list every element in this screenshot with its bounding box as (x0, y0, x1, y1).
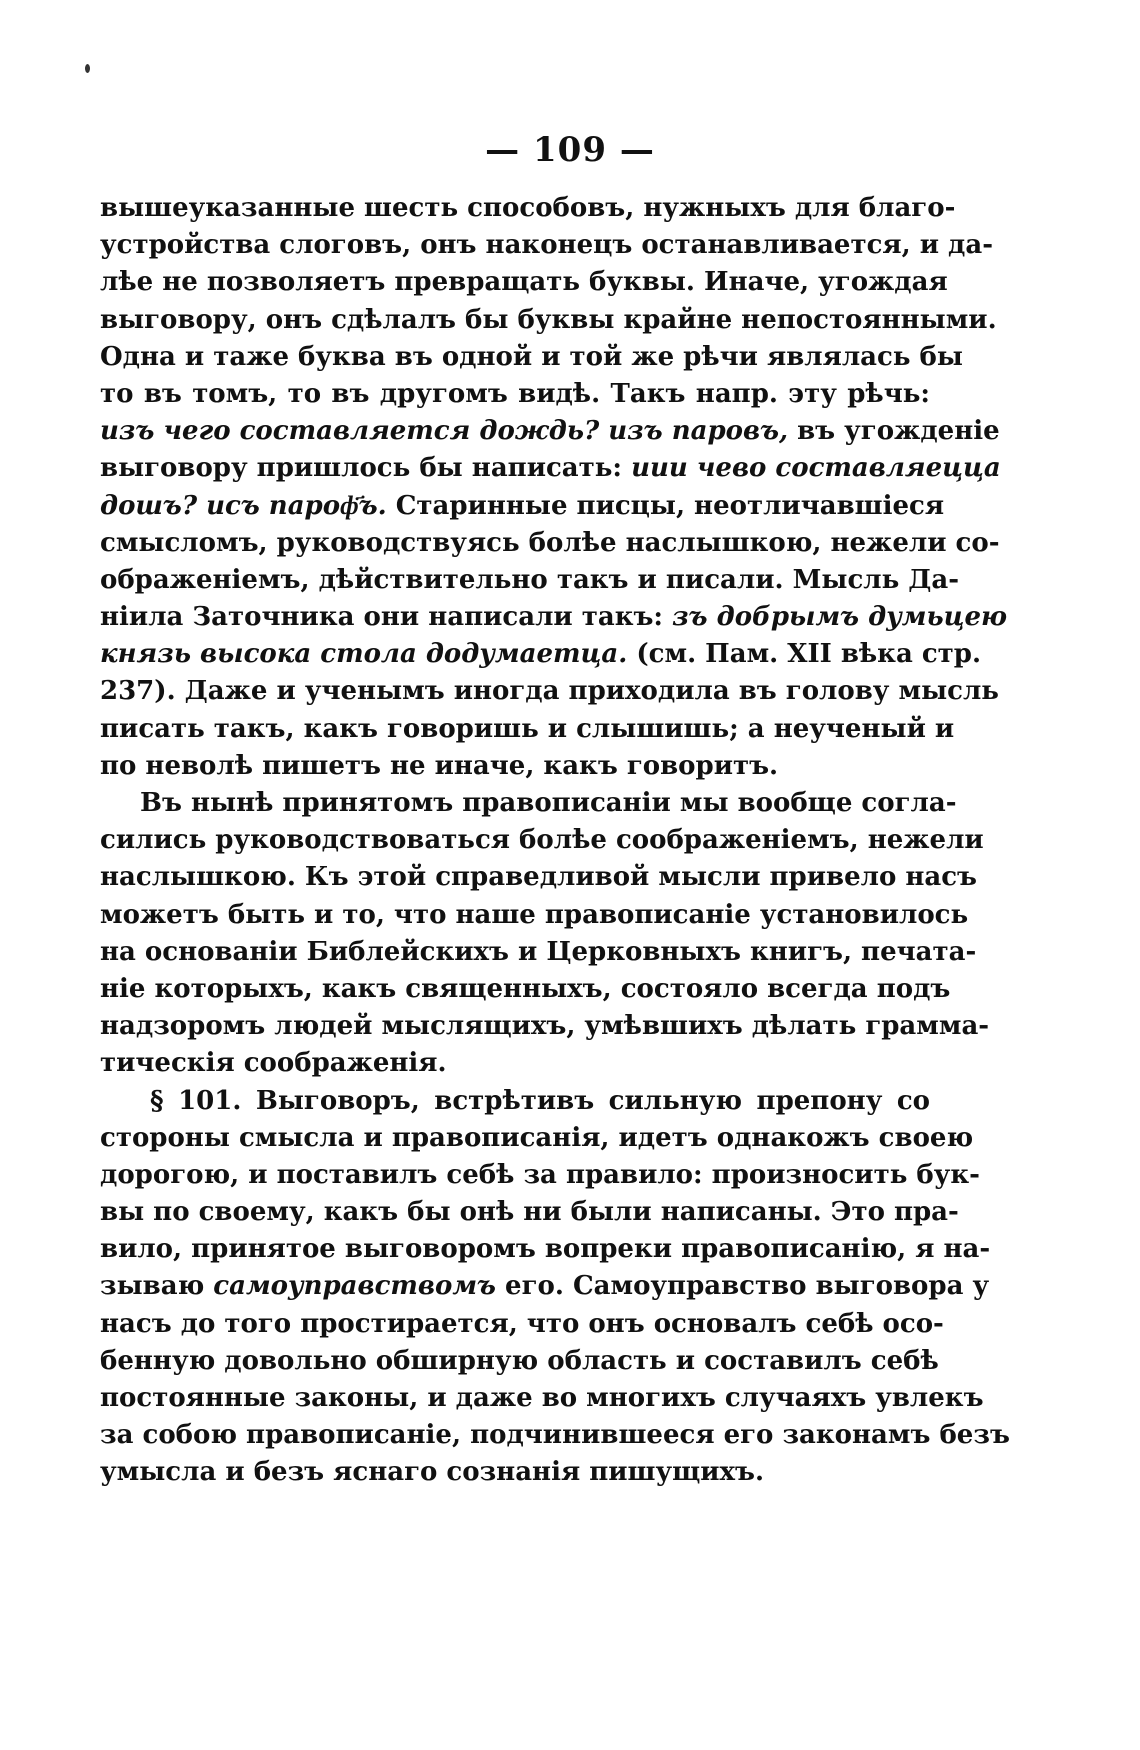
text-line (100, 488, 945, 525)
text-segment: ображеніемъ, дѣйствительно такъ и писали. Мысль Да- (100, 564, 960, 595)
text-line (100, 227, 994, 264)
text-segment: вы по своему, какъ бы онѣ ни были написаны. Это пра- (100, 1197, 959, 1228)
text-segment: выговору, онъ сдѣлалъ бы буквы крайне непостоянными. (100, 304, 997, 335)
text-line (100, 822, 984, 859)
text-line (100, 711, 955, 748)
text-segment: смысломъ, руководствуясь болѣе наслышкою, нежели со- (100, 527, 1000, 558)
text-segment: зываю (100, 1271, 214, 1302)
text-segment: бенную довольно обширную область и составилъ себѣ (100, 1345, 939, 1376)
text-line (100, 302, 997, 339)
text-segment: можетъ быть и то, что наше правописаніе установилось (100, 899, 969, 930)
text-line (100, 599, 1008, 636)
text-segment: сились руководствоваться болѣе соображеніемъ, нежели (100, 825, 984, 856)
italic-text: зъ добрымъ думьцею (672, 602, 1008, 633)
page-number: — 109 — (485, 130, 655, 170)
italic-text: самоуправствомъ (213, 1271, 496, 1302)
text-segment: постоянные законы, и даже во многихъ случаяхъ увлекъ (100, 1383, 984, 1413)
text-segment: устройства слоговъ, онъ наконецъ останавливается, и да- (100, 230, 994, 261)
text-line (100, 897, 969, 934)
text-line (100, 1120, 974, 1157)
text-segment: 237). Даже и ученымъ иногда приходила въ голову мысль (100, 676, 999, 707)
text-line (100, 264, 948, 301)
text-line (100, 562, 960, 599)
text-line (100, 636, 982, 673)
text-line (100, 1417, 1010, 1454)
text-line (100, 1268, 990, 1305)
text-line (100, 525, 1000, 562)
text-line (100, 190, 956, 227)
text-segment: по неволѣ пишетъ не иначе, какъ говоритъ. (100, 750, 779, 781)
text-segment: на основаніи Библейскихъ и Церковныхъ книгъ, печата- (100, 936, 977, 967)
text-segment: надзоромъ людей мыслящихъ, умѣвшихъ дѣлать грамма- (100, 1011, 990, 1042)
text-segment: писать такъ, какъ говоришь и слышишь; а неученый и (100, 713, 955, 744)
text-line (100, 450, 1001, 487)
text-segment: выговору пришлось бы написать: (100, 453, 632, 484)
text-segment: Одна и таже буква въ одной и той же рѣчи являлась бы (100, 341, 963, 372)
text-line (100, 859, 978, 896)
text-line (100, 785, 957, 822)
text-segment: лѣе не позволяетъ превращать буквы. Иначе, угождая (100, 267, 948, 298)
text-segment: вило, принятое выговоромъ вопреки правописанію, я на- (100, 1234, 991, 1265)
text-line (100, 971, 951, 1008)
text-segment: стороны смысла и правописанія, идетъ однакожъ своею (100, 1122, 974, 1153)
text-line (100, 376, 930, 413)
text-segment: вышеуказанные шесть способовъ, нужныхъ для благо- (100, 193, 956, 223)
text-segment: ніе которыхъ, какъ священныхъ, состояло всегда подъ (100, 973, 951, 1004)
text-segment: насъ до того простирается, что онъ основалъ себѣ осо- (100, 1308, 944, 1339)
ink-speck (85, 64, 90, 73)
body-text (100, 190, 1010, 1492)
text-line (100, 673, 999, 710)
text-segment: тическія соображенія. (100, 1048, 447, 1079)
text-segment: ніила Заточника они написали такъ: (100, 602, 673, 633)
text-line (100, 1306, 944, 1343)
italic-text: иии чево составляецца (631, 453, 1001, 484)
text-line (100, 1343, 939, 1380)
text-segment: Старинные писцы, неотличавшіеся (386, 490, 945, 521)
text-line (100, 748, 930, 785)
text-line (100, 1008, 990, 1045)
text-line (100, 1194, 959, 1231)
text-segment: его. Самоуправство выговора у (495, 1271, 990, 1302)
paragraph-2 (100, 785, 990, 1083)
text-line (100, 413, 1000, 450)
text-line (100, 1045, 930, 1082)
paragraph-1 (100, 190, 1008, 785)
text-line (100, 1083, 930, 1120)
italic-text: князь высока стола додумаетца. (100, 639, 628, 670)
text-segment: умысла и безъ яснаго сознанія пишущихъ. (100, 1457, 765, 1488)
text-segment: (см. Пам. XII вѣка стр. (627, 639, 982, 670)
text-segment: наслышкою. Къ этой справедливой мысли привело насъ (100, 862, 978, 893)
text-segment: дорогою, и поставилъ себѣ за правило: произносить бук- (100, 1159, 980, 1190)
text-line (100, 339, 963, 376)
text-segment: § 101. Выговоръ, встрѣтивъ сильную препону со (150, 1085, 930, 1116)
italic-text: дошъ? исъ пароф҃ъ. (100, 490, 387, 521)
text-line (100, 1454, 930, 1491)
italic-text: изъ чего составляется дождь? изъ паровъ, (100, 416, 789, 447)
text-line (100, 1231, 991, 1268)
text-line (100, 1380, 984, 1417)
text-segment: то въ томъ, то въ другомъ видѣ. Такъ напр. эту рѣчь: (100, 378, 930, 409)
paragraph-3 (100, 1083, 1010, 1492)
text-segment: за собою правописаніе, подчинившееся его законамъ безъ (100, 1420, 1010, 1451)
text-line (100, 1157, 980, 1194)
text-segment: Въ нынѣ принятомъ правописаніи мы вообще согла- (140, 788, 957, 818)
text-line (100, 934, 977, 971)
text-segment: въ угожденіе (788, 416, 1000, 447)
